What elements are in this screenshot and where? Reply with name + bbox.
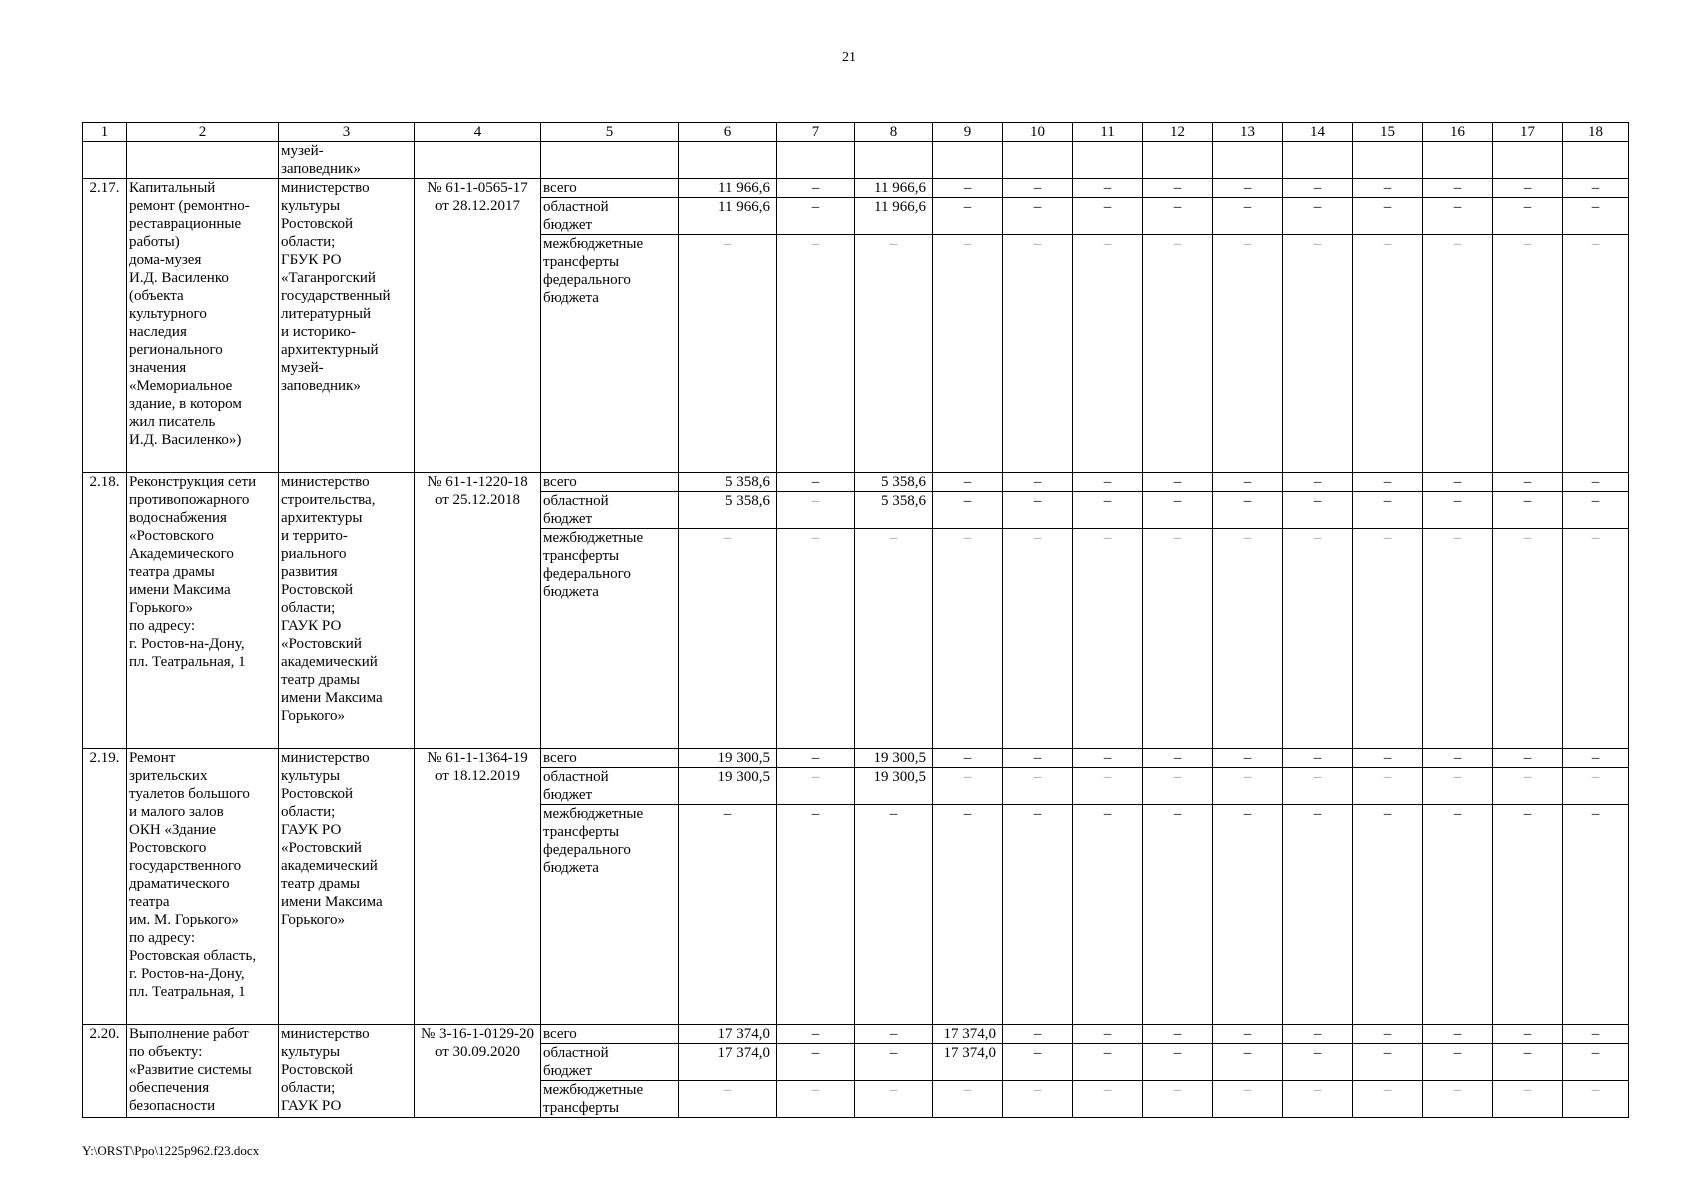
dash-cell: – [1073, 1044, 1143, 1081]
cell-name [127, 142, 279, 179]
entry-executor: министерство культуры Ростовской области; ГАУК РО «Ростовский академический театр драмы имени Максима Горького» [279, 749, 415, 1025]
dash-cell: – [1423, 492, 1493, 529]
value-cell: 19 300,5 [679, 768, 777, 805]
entry-executor: министерство строительства, архитектуры и террито- риального развития Ростовской области; ГАУК РО «Ростовский академический театр драмы имени Максима Горького» [279, 473, 415, 749]
dash-cell: – [1213, 198, 1283, 235]
entry-name: Капитальный ремонт (ремонтно- реставрационные работы) дома-музея И.Д. Василенко (объекта культурного наследия регионального значения «Мемориальное здание, в котором жил писатель И.Д. Василенко») [127, 179, 279, 473]
dash-cell: – [1493, 1081, 1563, 1118]
column-header-13: 13 [1213, 123, 1283, 142]
dash-cell: – [1003, 492, 1073, 529]
entry-row-total [83, 749, 1629, 768]
cell-empty [1213, 142, 1283, 179]
value-cell: 5 358,6 [679, 492, 777, 529]
dash-cell: – [1353, 805, 1423, 1025]
dash-cell: – [1003, 1044, 1073, 1081]
entry-name: Реконструкция сети противопожарного водоснабжения «Ростовского Академического театра драмы имени Максима Горького» по адресу: г. Ростов-на-Дону, пл. Театральная, 1 [127, 473, 279, 749]
dash-cell: – [777, 198, 855, 235]
dash-cell: – [1073, 749, 1143, 768]
dash-cell: – [1353, 473, 1423, 492]
dash-cell: – [1353, 529, 1423, 749]
column-header-2: 2 [127, 123, 279, 142]
dash-cell: – [1493, 179, 1563, 198]
dash-cell: – [1353, 179, 1423, 198]
dash-cell: – [1143, 235, 1213, 473]
dash-cell: – [1563, 749, 1629, 768]
continuation-row [83, 142, 1629, 179]
dash-cell: – [679, 1081, 777, 1118]
dash-cell: – [1143, 529, 1213, 749]
dash-cell: – [933, 1081, 1003, 1118]
dash-cell: – [1283, 749, 1353, 768]
entry-row-total [83, 1025, 1629, 1044]
dash-cell: – [1283, 1081, 1353, 1118]
source-federal: межбюджетные трансферты [541, 1081, 679, 1118]
dash-cell: – [1073, 805, 1143, 1025]
column-header-9: 9 [933, 123, 1003, 142]
dash-cell: – [1003, 1025, 1073, 1044]
dash-cell: – [1423, 1025, 1493, 1044]
source-total: всего [541, 749, 679, 768]
entry-document: № 61-1-1364-19 от 18.12.2019 [415, 749, 541, 1025]
dash-cell: – [1003, 198, 1073, 235]
dash-cell: – [1353, 198, 1423, 235]
page-number: 21 [842, 50, 856, 65]
cell-executor: музей- заповедник» [279, 142, 415, 179]
source-total: всего [541, 473, 679, 492]
program-table-wrapper [82, 122, 1618, 1118]
column-header-16: 16 [1423, 123, 1493, 142]
dash-cell: – [933, 179, 1003, 198]
value-cell: 5 358,6 [679, 473, 777, 492]
dash-cell: – [1423, 179, 1493, 198]
cell-empty [1283, 142, 1353, 179]
cell-source [541, 142, 679, 179]
dash-cell: – [1283, 1044, 1353, 1081]
dash-cell: – [1423, 749, 1493, 768]
dash-cell: – [1493, 529, 1563, 749]
value-cell: 11 966,6 [679, 198, 777, 235]
dash-cell: – [1563, 805, 1629, 1025]
value-cell: 17 374,0 [679, 1025, 777, 1044]
dash-cell: – [777, 473, 855, 492]
dash-cell: – [855, 1025, 933, 1044]
value-cell: 5 358,6 [855, 492, 933, 529]
entry-document: № 61-1-1220-18 от 25.12.2018 [415, 473, 541, 749]
dash-cell: – [1003, 805, 1073, 1025]
source-regional: областной бюджет [541, 1044, 679, 1081]
dash-cell: – [1143, 473, 1213, 492]
dash-cell: – [933, 749, 1003, 768]
dash-cell: – [777, 1081, 855, 1118]
entry-number: 2.18. [83, 473, 127, 749]
dash-cell: – [1213, 529, 1283, 749]
dash-cell: – [1073, 198, 1143, 235]
dash-cell: – [1353, 1081, 1423, 1118]
dash-cell: – [1423, 805, 1493, 1025]
dash-cell: – [1003, 473, 1073, 492]
source-total: всего [541, 1025, 679, 1044]
dash-cell: – [855, 235, 933, 473]
dash-cell: – [1213, 1081, 1283, 1118]
dash-cell: – [1283, 473, 1353, 492]
dash-cell: – [1143, 179, 1213, 198]
dash-cell: – [933, 198, 1003, 235]
dash-cell: – [1563, 492, 1629, 529]
column-header-6: 6 [679, 123, 777, 142]
dash-cell: – [1143, 1081, 1213, 1118]
entry-executor: министерство культуры Ростовской области; ГАУК РО [279, 1025, 415, 1118]
dash-cell: – [1213, 1044, 1283, 1081]
entry-number: 2.17. [83, 179, 127, 473]
column-header-14: 14 [1283, 123, 1353, 142]
dash-cell: – [1213, 805, 1283, 1025]
column-header-15: 15 [1353, 123, 1423, 142]
dash-cell: – [1353, 768, 1423, 805]
column-header-3: 3 [279, 123, 415, 142]
value-cell: 5 358,6 [855, 473, 933, 492]
cell-empty [933, 142, 1003, 179]
dash-cell: – [1493, 768, 1563, 805]
dash-cell: – [1493, 235, 1563, 473]
dash-cell: – [1423, 1044, 1493, 1081]
dash-cell: – [777, 235, 855, 473]
entry-row-total [83, 473, 1629, 492]
cell-empty [1423, 142, 1493, 179]
value-cell: 19 300,5 [679, 749, 777, 768]
dash-cell: – [1143, 1044, 1213, 1081]
program-table [82, 122, 1629, 1118]
dash-cell: – [1563, 235, 1629, 473]
dash-cell: – [1353, 492, 1423, 529]
dash-cell: – [1143, 768, 1213, 805]
column-header-12: 12 [1143, 123, 1213, 142]
dash-cell: – [1213, 749, 1283, 768]
dash-cell: – [1213, 492, 1283, 529]
entry-row-total [83, 179, 1629, 198]
column-header-8: 8 [855, 123, 933, 142]
cell-doc [415, 142, 541, 179]
dash-cell: – [1143, 805, 1213, 1025]
dash-cell: – [1073, 473, 1143, 492]
dash-cell: – [1493, 1044, 1563, 1081]
source-total: всего [541, 179, 679, 198]
cell-empty [679, 142, 777, 179]
dash-cell: – [933, 805, 1003, 1025]
column-header-17: 17 [1493, 123, 1563, 142]
dash-cell: – [1003, 235, 1073, 473]
column-header-18: 18 [1563, 123, 1629, 142]
dash-cell: – [1283, 492, 1353, 529]
dash-cell: – [1563, 529, 1629, 749]
dash-cell: – [855, 529, 933, 749]
entry-executor: министерство культуры Ростовской области; ГБУК РО «Таганрогский государственный литературный и историко- архитектурный музей- заповедник» [279, 179, 415, 473]
dash-cell: – [1073, 235, 1143, 473]
cell-empty [1353, 142, 1423, 179]
dash-cell: – [1563, 179, 1629, 198]
source-federal: межбюджетные трансферты федерального бюджета [541, 529, 679, 749]
dash-cell: – [1353, 1044, 1423, 1081]
dash-cell: – [777, 1025, 855, 1044]
dash-cell: – [1003, 1081, 1073, 1118]
dash-cell: – [1143, 749, 1213, 768]
dash-cell: – [933, 473, 1003, 492]
dash-cell: – [1493, 805, 1563, 1025]
dash-cell: – [1493, 198, 1563, 235]
entry-document: № 3-16-1-0129-20 от 30.09.2020 [415, 1025, 541, 1118]
cell-empty [1003, 142, 1073, 179]
dash-cell: – [1213, 473, 1283, 492]
dash-cell: – [1073, 1025, 1143, 1044]
dash-cell: – [1213, 235, 1283, 473]
dash-cell: – [777, 179, 855, 198]
dash-cell: – [1143, 492, 1213, 529]
dash-cell: – [679, 805, 777, 1025]
dash-cell: – [855, 1081, 933, 1118]
dash-cell: – [1353, 749, 1423, 768]
value-cell: 19 300,5 [855, 768, 933, 805]
dash-cell: – [1423, 529, 1493, 749]
dash-cell: – [777, 768, 855, 805]
dash-cell: – [1283, 529, 1353, 749]
dash-cell: – [1283, 198, 1353, 235]
dash-cell: – [933, 529, 1003, 749]
dash-cell: – [679, 529, 777, 749]
source-regional: областной бюджет [541, 198, 679, 235]
dash-cell: – [855, 805, 933, 1025]
dash-cell: – [1073, 492, 1143, 529]
dash-cell: – [1073, 1081, 1143, 1118]
dash-cell: – [1563, 1025, 1629, 1044]
dash-cell: – [1353, 1025, 1423, 1044]
dash-cell: – [1423, 1081, 1493, 1118]
cell-empty [1143, 142, 1213, 179]
dash-cell: – [1423, 235, 1493, 473]
dash-cell: – [777, 1044, 855, 1081]
dash-cell: – [1493, 473, 1563, 492]
dash-cell: – [1143, 198, 1213, 235]
dash-cell: – [1003, 179, 1073, 198]
cell-empty [1493, 142, 1563, 179]
entry-number: 2.19. [83, 749, 127, 1025]
dash-cell: – [1423, 473, 1493, 492]
dash-cell: – [1143, 1025, 1213, 1044]
value-cell: 17 374,0 [679, 1044, 777, 1081]
dash-cell: – [1283, 768, 1353, 805]
dash-cell: – [1493, 749, 1563, 768]
dash-cell: – [679, 235, 777, 473]
dash-cell: – [1283, 179, 1353, 198]
dash-cell: – [777, 805, 855, 1025]
dash-cell: – [933, 235, 1003, 473]
dash-cell: – [933, 768, 1003, 805]
dash-cell: – [1423, 768, 1493, 805]
dash-cell: – [1003, 529, 1073, 749]
cell-empty [777, 142, 855, 179]
value-cell: 19 300,5 [855, 749, 933, 768]
dash-cell: – [777, 492, 855, 529]
entry-name: Ремонт зрительских туалетов большого и малого залов ОКН «Здание Ростовского государственного драматического театра им. М. Горького» по адресу: Ростовская область, г. Ростов-на-Дону, пл. Театральная, 1 [127, 749, 279, 1025]
dash-cell: – [1493, 492, 1563, 529]
dash-cell: – [933, 492, 1003, 529]
dash-cell: – [1563, 473, 1629, 492]
cell-empty [1073, 142, 1143, 179]
dash-cell: – [1003, 768, 1073, 805]
dash-cell: – [777, 529, 855, 749]
source-regional: областной бюджет [541, 492, 679, 529]
cell-empty [1563, 142, 1629, 179]
dash-cell: – [1493, 1025, 1563, 1044]
entry-number: 2.20. [83, 1025, 127, 1118]
entry-name: Выполнение работ по объекту: «Развитие системы обеспечения безопасности [127, 1025, 279, 1118]
dash-cell: – [1213, 179, 1283, 198]
column-header-row [83, 123, 1629, 142]
column-header-10: 10 [1003, 123, 1073, 142]
dash-cell: – [855, 1044, 933, 1081]
dash-cell: – [1563, 1081, 1629, 1118]
dash-cell: – [1283, 1025, 1353, 1044]
value-cell: 17 374,0 [933, 1025, 1003, 1044]
dash-cell: – [1213, 1025, 1283, 1044]
dash-cell: – [1073, 179, 1143, 198]
value-cell: 11 966,6 [679, 179, 777, 198]
dash-cell: – [1563, 198, 1629, 235]
value-cell: 17 374,0 [933, 1044, 1003, 1081]
source-regional: областной бюджет [541, 768, 679, 805]
column-header-11: 11 [1073, 123, 1143, 142]
column-header-7: 7 [777, 123, 855, 142]
dash-cell: – [1073, 529, 1143, 749]
dash-cell: – [777, 749, 855, 768]
value-cell: 11 966,6 [855, 179, 933, 198]
source-federal: межбюджетные трансферты федерального бюджета [541, 805, 679, 1025]
source-federal: межбюджетные трансферты федерального бюджета [541, 235, 679, 473]
entry-document: № 61-1-0565-17 от 28.12.2017 [415, 179, 541, 473]
cell-num [83, 142, 127, 179]
dash-cell: – [1073, 768, 1143, 805]
column-header-5: 5 [541, 123, 679, 142]
dash-cell: – [1353, 235, 1423, 473]
dash-cell: – [1003, 749, 1073, 768]
dash-cell: – [1283, 805, 1353, 1025]
column-header-1: 1 [83, 123, 127, 142]
dash-cell: – [1563, 1044, 1629, 1081]
dash-cell: – [1283, 235, 1353, 473]
column-header-4: 4 [415, 123, 541, 142]
file-path-footer: Y:\ORST\Ppo\1225p962.f23.docx [82, 1143, 260, 1158]
cell-empty [855, 142, 933, 179]
dash-cell: – [1563, 768, 1629, 805]
dash-cell: – [1213, 768, 1283, 805]
value-cell: 11 966,6 [855, 198, 933, 235]
dash-cell: – [1423, 198, 1493, 235]
